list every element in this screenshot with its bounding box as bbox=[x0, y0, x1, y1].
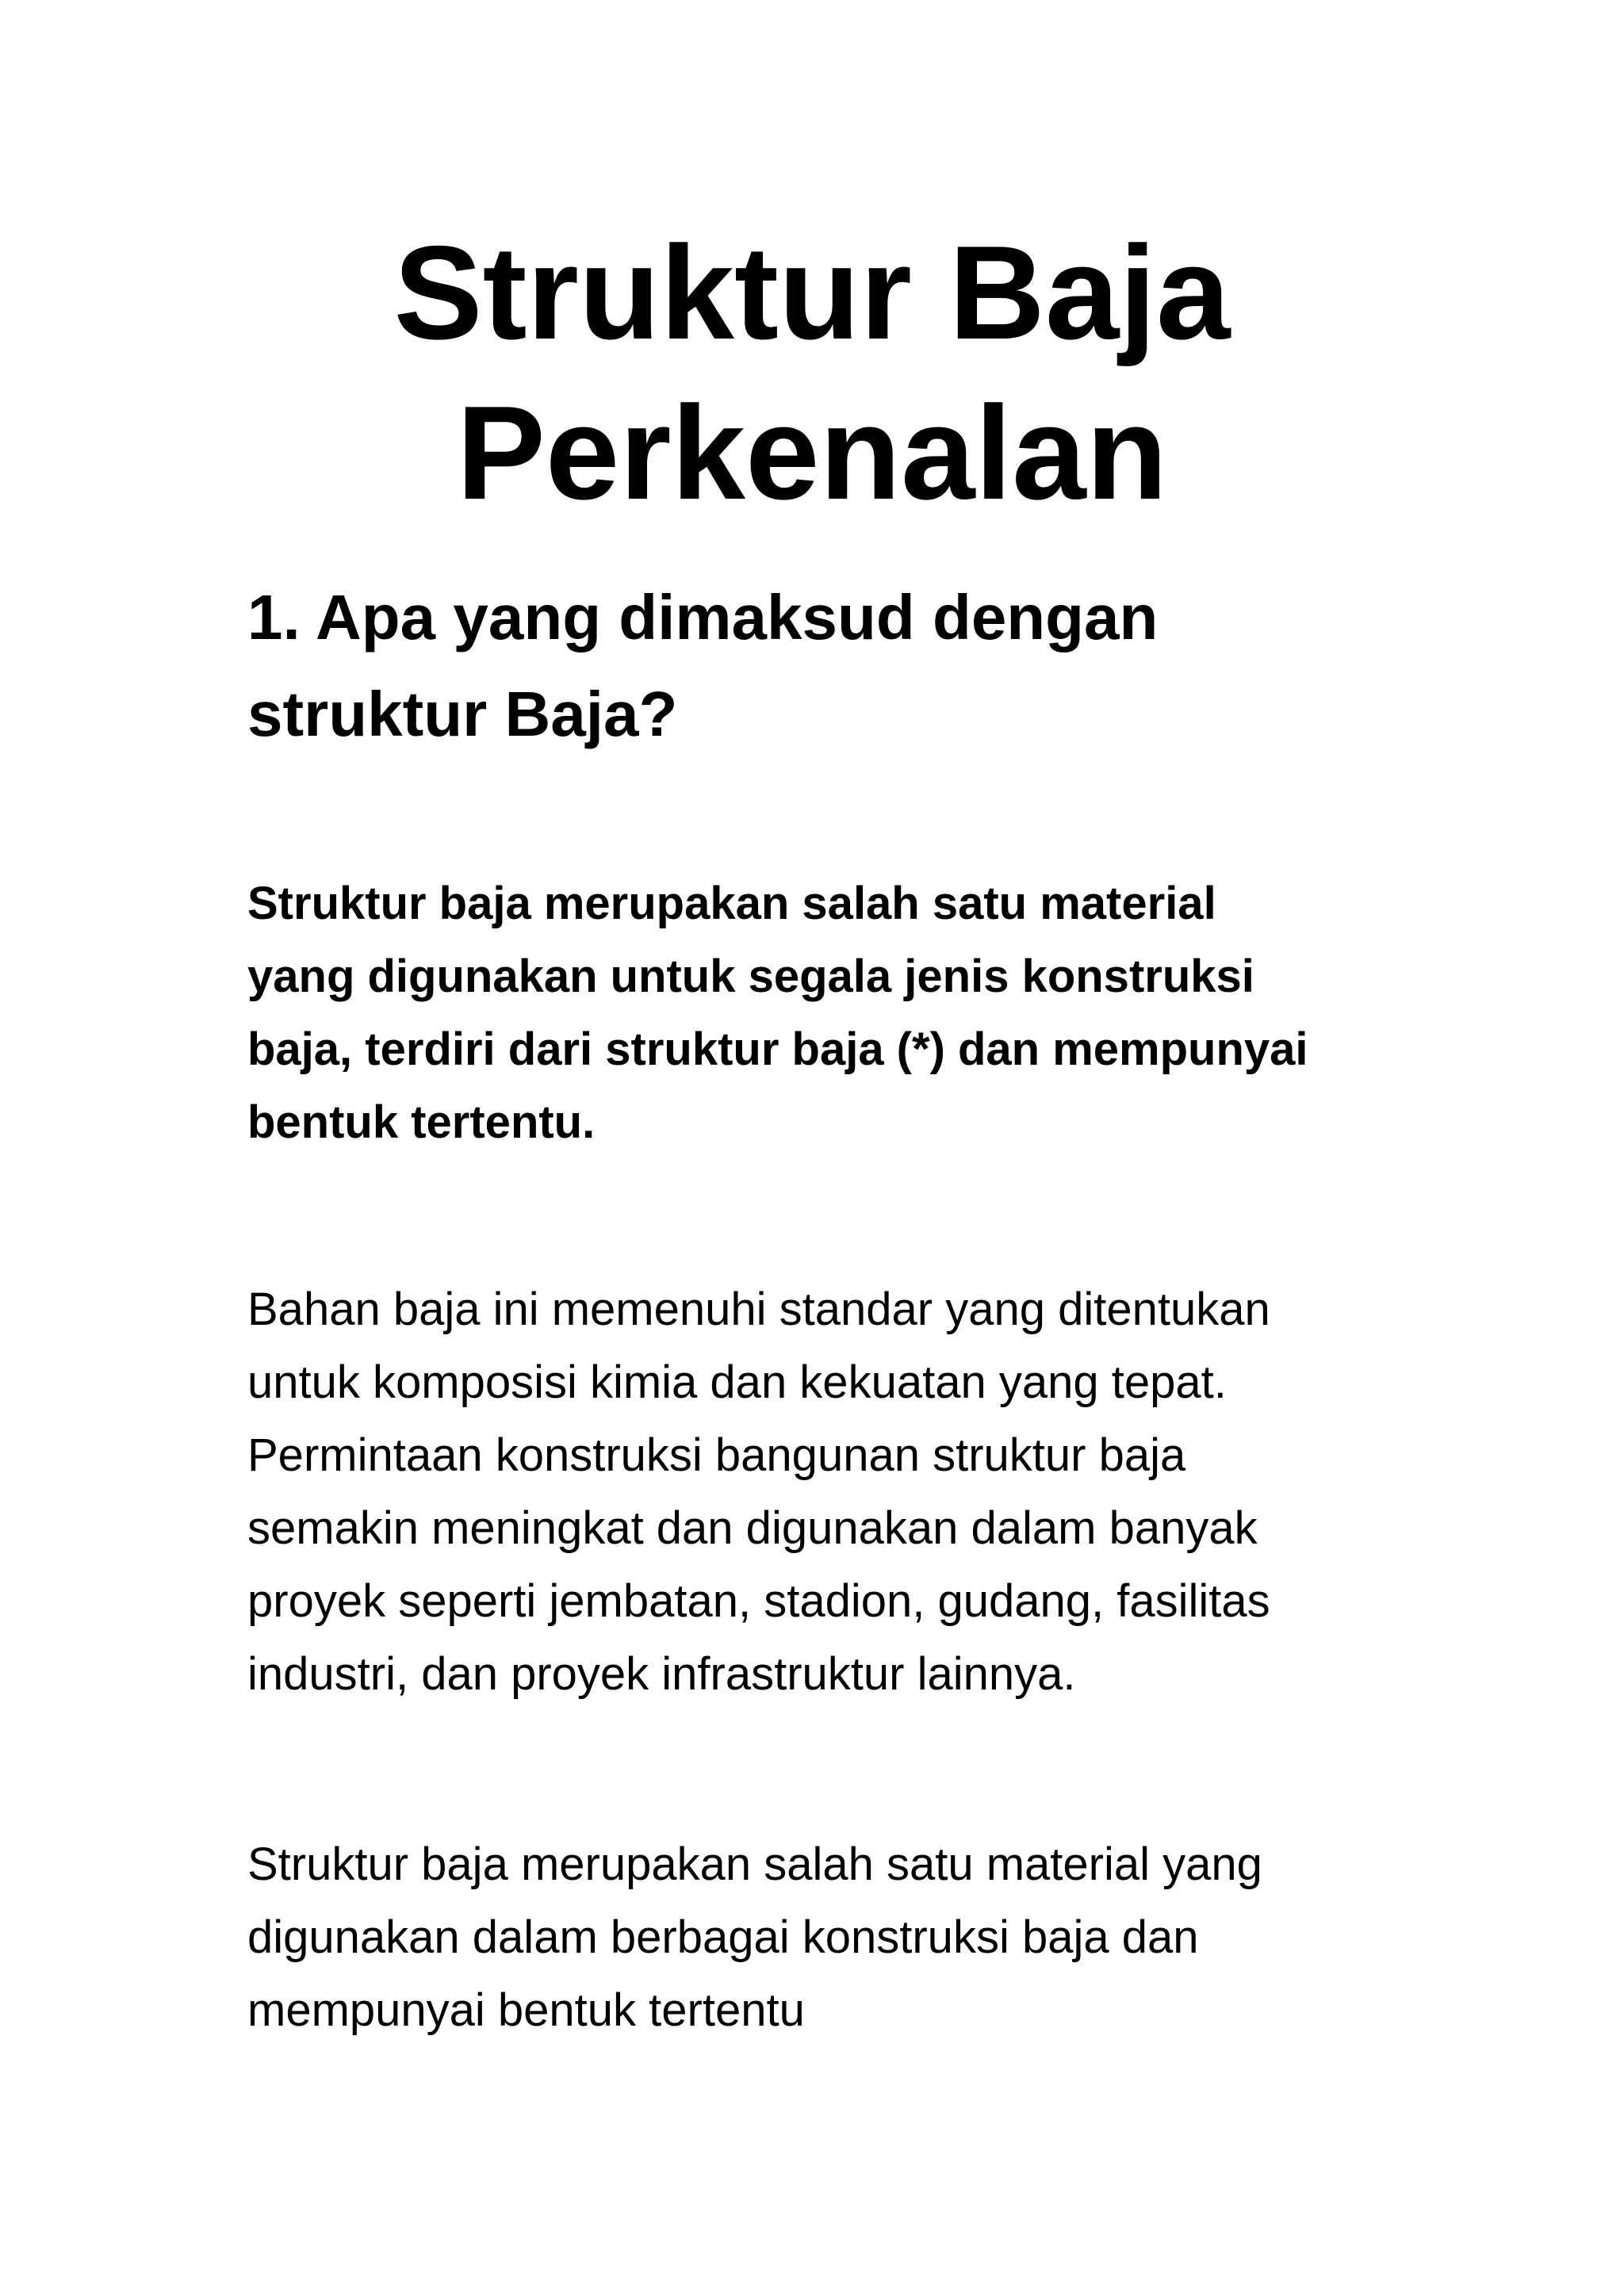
paragraph-line: semakin meningkat dan digunakan dalam banyak bbox=[247, 1502, 1258, 1554]
paragraph-line: industri, dan proyek infrastruktur lainnya. bbox=[247, 1648, 1076, 1700]
bold-answer-paragraph bbox=[247, 867, 1437, 1159]
paragraph-line: Bahan baja ini memenuhi standar yang ditentukan bbox=[247, 1284, 1270, 1335]
page-title-line: Perkenalan bbox=[456, 378, 1168, 527]
paragraph-line: baja, terdiri dari struktur baja (*) dan mempunyai bbox=[247, 1024, 1308, 1075]
body-paragraph bbox=[247, 1828, 1437, 2047]
section-heading-line: 1. Apa yang dimaksud dengan bbox=[247, 582, 1159, 652]
paragraph-line: Struktur baja merupakan salah satu material bbox=[247, 878, 1216, 929]
paragraph-line: digunakan dalam berbagai konstruksi baja dan bbox=[247, 1911, 1199, 1963]
section-heading-line: struktur Baja? bbox=[247, 679, 678, 749]
section-heading bbox=[247, 569, 1437, 763]
paragraph-line: untuk komposisi kimia dan kekuatan yang tepat. bbox=[247, 1357, 1227, 1408]
paragraph-line: yang digunakan untuk segala jenis konstruksi bbox=[247, 951, 1254, 1002]
body-paragraph bbox=[247, 1273, 1437, 1711]
paragraph-line: mempunyai bentuk tertentu bbox=[247, 1984, 805, 2036]
page-title-line: Struktur Baja bbox=[393, 218, 1231, 367]
paragraph-line: bentuk tertentu. bbox=[247, 1096, 596, 1148]
paragraph-line: Struktur baja merupakan salah satu material yang bbox=[247, 1839, 1262, 1890]
paragraph-line: Permintaan konstruksi bangunan struktur baja bbox=[247, 1429, 1186, 1481]
paragraph-line: proyek seperti jembatan, stadion, gudang, fasilitas bbox=[247, 1575, 1270, 1627]
page-title bbox=[0, 212, 1624, 533]
